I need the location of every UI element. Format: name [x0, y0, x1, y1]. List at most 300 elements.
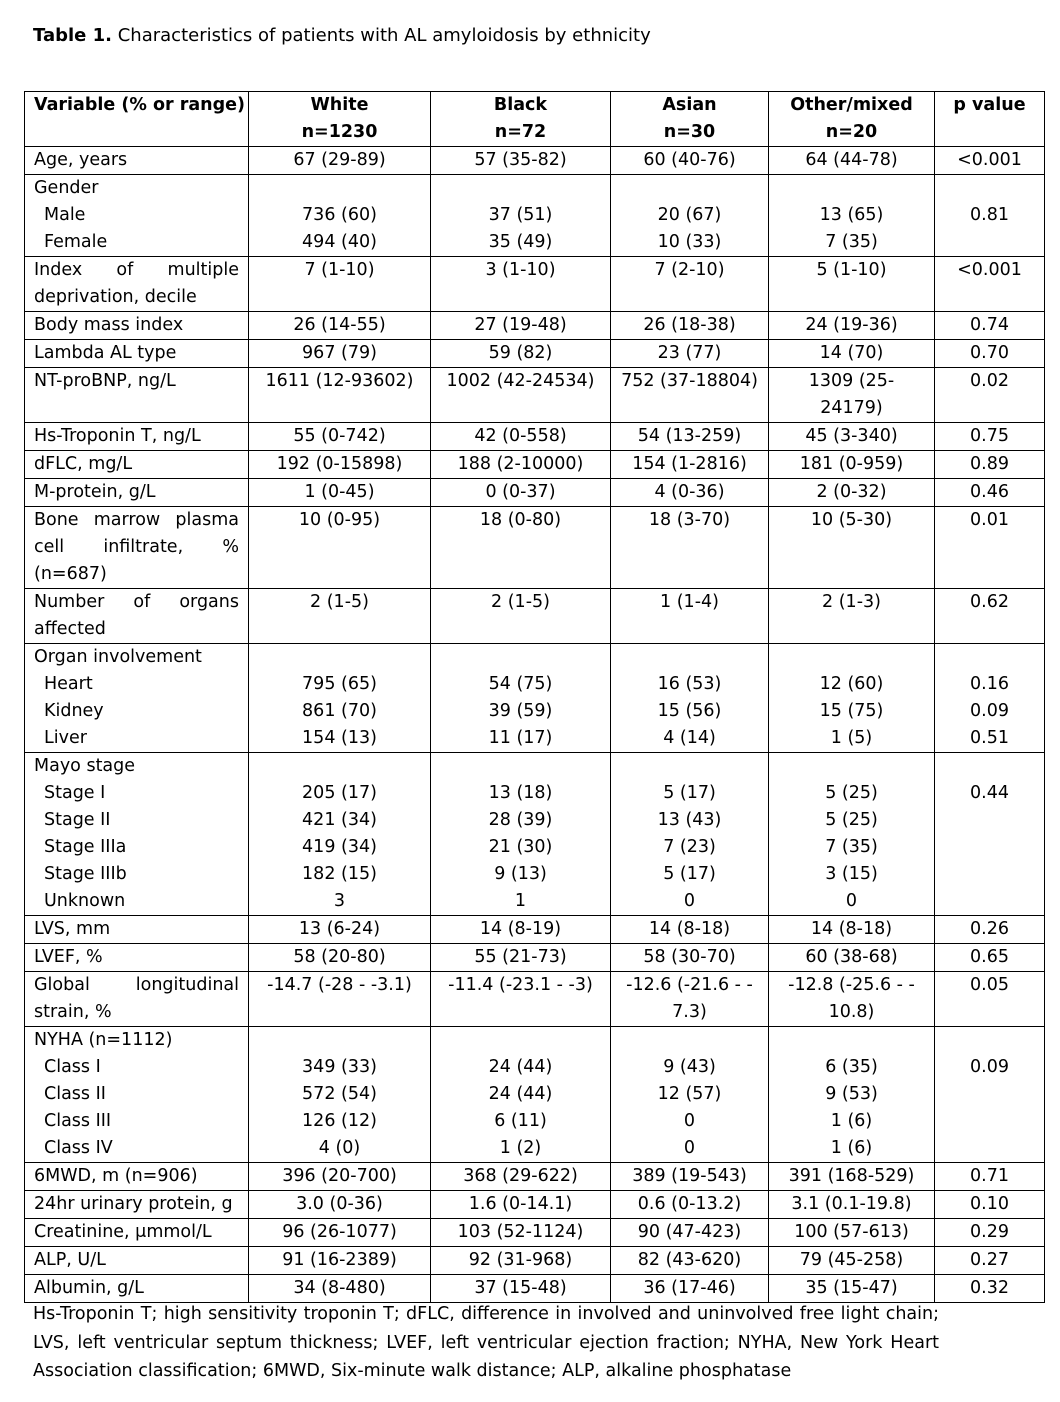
value-line: -12.6 (-21.6 - - — [626, 975, 753, 995]
value-line — [440, 175, 601, 202]
value-cell — [431, 589, 611, 644]
value-cell — [769, 368, 935, 423]
variable-cell — [25, 589, 249, 644]
variable-cell — [25, 1163, 249, 1191]
value-line: 58 (20-80) — [293, 947, 386, 967]
value-cell — [249, 147, 431, 175]
value-line: 91 (16-2389) — [282, 1250, 397, 1270]
variable-label: 24hr urinary protein, g — [34, 1194, 233, 1214]
value-line: 60 (38-68) — [805, 947, 898, 967]
value-line: 1 (2) — [499, 1138, 542, 1158]
value-cell — [935, 340, 1045, 368]
sub-variable-label: Kidney — [44, 701, 104, 721]
value-line: 0.16 — [970, 674, 1009, 694]
value-line — [440, 1027, 601, 1054]
value-cell — [431, 972, 611, 1027]
variable-label: Lambda AL type — [34, 343, 177, 363]
value-cell — [249, 451, 431, 479]
value-cell — [611, 1027, 769, 1163]
value-line: 0 — [845, 891, 858, 911]
value-line — [620, 644, 759, 671]
value-cell — [249, 589, 431, 644]
value-cell — [935, 368, 1045, 423]
value-cell — [935, 507, 1045, 589]
value-cell — [935, 312, 1045, 340]
value-line: 37 (15-48) — [474, 1278, 567, 1298]
variable-cell — [25, 423, 249, 451]
variable-cell — [25, 479, 249, 507]
value-line: 13 (43) — [657, 810, 722, 830]
value-cell — [249, 916, 431, 944]
column-header-line: n=20 — [825, 122, 878, 142]
variable-cell — [25, 1027, 249, 1163]
table-caption-text: Characteristics of patients with AL amyloidosis by ethnicity — [117, 25, 651, 46]
value-line: 39 (59) — [488, 701, 553, 721]
value-cell — [431, 451, 611, 479]
value-line: 12 (60) — [819, 674, 884, 694]
value-cell — [431, 944, 611, 972]
value-cell — [935, 944, 1045, 972]
value-line: 154 (1-2816) — [632, 454, 747, 474]
value-cell — [769, 753, 935, 916]
value-cell — [431, 1191, 611, 1219]
variable-cell — [25, 340, 249, 368]
value-line: -11.4 (-23.1 - -3) — [448, 975, 593, 995]
variable-cell — [25, 147, 249, 175]
value-line: 7 (2-10) — [654, 260, 725, 280]
value-cell — [611, 147, 769, 175]
value-line: 1 (0-45) — [304, 482, 375, 502]
value-line: 389 (19-543) — [632, 1166, 747, 1186]
value-line: 2 (1-5) — [491, 592, 550, 612]
value-line: 0.05 — [970, 975, 1009, 995]
value-line: 154 (13) — [302, 728, 377, 748]
table-row — [25, 340, 1045, 368]
value-line: 0.09 — [970, 1057, 1009, 1077]
value-cell — [249, 257, 431, 312]
table-row — [25, 312, 1045, 340]
value-line: 752 (37-18804) — [621, 371, 758, 391]
value-line: 7 (35) — [825, 232, 878, 252]
value-line — [620, 1027, 759, 1054]
value-cell — [769, 312, 935, 340]
value-cell — [769, 944, 935, 972]
value-line: 3.0 (0-36) — [296, 1194, 383, 1214]
sub-variable-label: Class II — [44, 1084, 106, 1104]
variable-label: M-protein, g/L — [34, 482, 156, 502]
value-cell — [249, 1275, 431, 1303]
value-line: 1611 (12-93602) — [265, 371, 414, 391]
value-cell — [249, 1191, 431, 1219]
value-cell — [249, 368, 431, 423]
value-cell — [249, 507, 431, 589]
value-cell — [935, 1247, 1045, 1275]
value-line: 0.70 — [970, 343, 1009, 363]
value-cell — [611, 175, 769, 257]
value-line: 103 (52-1124) — [457, 1222, 584, 1242]
value-line: 0 (0-37) — [485, 482, 556, 502]
value-line: <0.001 — [957, 150, 1022, 170]
column-header-line: p value — [953, 95, 1026, 115]
value-line: 396 (20-700) — [282, 1166, 397, 1186]
value-line — [258, 753, 421, 780]
value-line — [778, 1027, 925, 1054]
variable-label: Mayo stage — [34, 756, 136, 776]
value-line: 6 (11) — [494, 1111, 547, 1131]
value-cell — [611, 644, 769, 753]
value-cell — [611, 916, 769, 944]
sub-variable-label: Stage IIIb — [44, 864, 127, 884]
value-cell — [611, 257, 769, 312]
variable-label: LVS, mm — [34, 919, 111, 939]
sub-variable-label: Class III — [44, 1111, 112, 1131]
value-line: 736 (60) — [302, 205, 377, 225]
value-line: 1 (6) — [830, 1138, 873, 1158]
value-line: 5 (25) — [825, 783, 878, 803]
value-line: 100 (57-613) — [794, 1222, 909, 1242]
value-line: 0 — [683, 1111, 696, 1131]
value-line: 20 (67) — [657, 205, 722, 225]
value-cell — [769, 175, 935, 257]
value-line: 26 (18-38) — [643, 315, 736, 335]
value-line: 26 (14-55) — [293, 315, 386, 335]
value-line: 42 (0-558) — [474, 426, 567, 446]
value-cell — [611, 479, 769, 507]
table-row — [25, 916, 1045, 944]
value-cell — [611, 451, 769, 479]
table-caption — [33, 22, 651, 49]
variable-label: NT-proBNP, ng/L — [34, 371, 176, 391]
variable-cell — [25, 507, 249, 589]
table-row — [25, 972, 1045, 1027]
value-cell — [769, 257, 935, 312]
value-line: 0.02 — [970, 371, 1009, 391]
value-cell — [249, 1027, 431, 1163]
value-line: 0.44 — [970, 783, 1009, 803]
value-cell — [611, 1275, 769, 1303]
value-line: 182 (15) — [302, 864, 377, 884]
value-line: 10 (5-30) — [810, 510, 893, 530]
table-row — [25, 1191, 1045, 1219]
value-line: 92 (31-968) — [468, 1250, 573, 1270]
value-line: 126 (12) — [302, 1111, 377, 1131]
value-line: 3 — [333, 891, 346, 911]
value-cell — [935, 423, 1045, 451]
value-line: 64 (44-78) — [805, 150, 898, 170]
value-cell — [431, 753, 611, 916]
value-line: 23 (77) — [657, 343, 722, 363]
value-cell — [611, 340, 769, 368]
variable-label: Bone marrow plasma cell infiltrate, % (n=687) — [34, 510, 239, 584]
value-cell — [935, 1219, 1045, 1247]
value-line: 7.3) — [672, 1002, 707, 1022]
table-row — [25, 1027, 1045, 1163]
value-cell — [431, 340, 611, 368]
value-line: 11 (17) — [488, 728, 553, 748]
value-line: 0.6 (0-13.2) — [637, 1194, 742, 1214]
value-line: 0.27 — [970, 1250, 1009, 1270]
value-line — [620, 753, 759, 780]
sub-variable-label: Female — [44, 232, 108, 252]
value-line: 391 (168-529) — [788, 1166, 915, 1186]
value-line: 5 (25) — [825, 810, 878, 830]
value-line: 18 (3-70) — [648, 510, 731, 530]
value-line: 0.89 — [970, 454, 1009, 474]
value-line: 27 (19-48) — [474, 315, 567, 335]
sub-variable-label: Stage IIIa — [44, 837, 127, 857]
table-row — [25, 423, 1045, 451]
value-line: 572 (54) — [302, 1084, 377, 1104]
value-line — [944, 1027, 1035, 1054]
column-header-line: Black — [493, 95, 548, 115]
value-line: 2 (1-5) — [310, 592, 369, 612]
value-line — [620, 175, 759, 202]
sub-variable-label: Stage I — [44, 783, 106, 803]
value-cell — [935, 916, 1045, 944]
value-cell — [431, 368, 611, 423]
value-line: 21 (30) — [488, 837, 553, 857]
value-line: 4 (0-36) — [654, 482, 725, 502]
value-cell — [611, 1163, 769, 1191]
value-line: 10 (0-95) — [298, 510, 381, 530]
value-line: 205 (17) — [302, 783, 377, 803]
sub-variable-label: Liver — [44, 728, 87, 748]
table-row — [25, 589, 1045, 644]
value-cell — [431, 644, 611, 753]
value-line: 5 (17) — [663, 783, 716, 803]
value-line: 60 (40-76) — [643, 150, 736, 170]
value-cell — [769, 147, 935, 175]
value-line: 37 (51) — [488, 205, 553, 225]
column-header-line: n=72 — [494, 122, 547, 142]
value-line: 861 (70) — [302, 701, 377, 721]
characteristics-table — [24, 91, 1045, 1303]
value-line: 15 (75) — [819, 701, 884, 721]
value-line: 7 (35) — [825, 837, 878, 857]
value-cell — [431, 1163, 611, 1191]
value-line: 16 (53) — [657, 674, 722, 694]
value-cell — [611, 423, 769, 451]
value-line: 54 (13-259) — [637, 426, 742, 446]
value-line: 0.01 — [970, 510, 1009, 530]
value-cell — [249, 644, 431, 753]
variable-label: Global longitudinal strain, % — [34, 975, 239, 1022]
value-cell — [249, 340, 431, 368]
value-line: 0 — [683, 1138, 696, 1158]
variable-label: Albumin, g/L — [34, 1278, 144, 1298]
value-cell — [611, 312, 769, 340]
value-line: 14 (8-18) — [648, 919, 731, 939]
value-line: 45 (3-340) — [805, 426, 898, 446]
value-cell — [935, 451, 1045, 479]
value-line: 67 (29-89) — [293, 150, 386, 170]
value-cell — [431, 507, 611, 589]
value-line: 18 (0-80) — [479, 510, 562, 530]
table-row — [25, 147, 1045, 175]
value-cell — [769, 479, 935, 507]
value-line — [944, 644, 1035, 671]
value-line: 55 (21-73) — [474, 947, 567, 967]
value-cell — [431, 1275, 611, 1303]
value-line: 24 (44) — [488, 1057, 553, 1077]
value-cell — [769, 1275, 935, 1303]
value-cell — [611, 944, 769, 972]
value-cell — [935, 479, 1045, 507]
value-cell — [431, 1027, 611, 1163]
table-row — [25, 753, 1045, 916]
value-line: 14 (8-18) — [810, 919, 893, 939]
table-footnote: Hs-Troponin T; high sensitivity troponin T; dFLC, difference in involved and uninvolved free light chain; LVS, left ventricular septum thickness; LVEF, left ventricular ejection fraction; NYHA, New York Heart Association classification; 6MWD, Six-minute walk distance; ALP, alkaline phosphatase — [33, 1304, 939, 1381]
variable-label: Number of organs affected — [34, 592, 239, 639]
value-line: 0.62 — [970, 592, 1009, 612]
value-cell — [769, 423, 935, 451]
value-line: 12 (57) — [657, 1084, 722, 1104]
column-header — [935, 92, 1045, 147]
variable-label: LVEF, % — [34, 947, 103, 967]
value-line: 7 (23) — [663, 837, 716, 857]
variable-cell — [25, 644, 249, 753]
value-cell — [769, 1163, 935, 1191]
value-cell — [611, 972, 769, 1027]
variable-label: Gender — [34, 178, 99, 198]
value-cell — [249, 972, 431, 1027]
value-line: 54 (75) — [488, 674, 553, 694]
value-line: 795 (65) — [302, 674, 377, 694]
table-row — [25, 451, 1045, 479]
table-row — [25, 1247, 1045, 1275]
value-cell — [769, 916, 935, 944]
value-line: 82 (43-620) — [637, 1250, 742, 1270]
value-cell — [431, 916, 611, 944]
value-line: 0.81 — [970, 205, 1009, 225]
value-line: 0.32 — [970, 1278, 1009, 1298]
value-cell — [769, 1219, 935, 1247]
value-line: 14 (70) — [819, 343, 884, 363]
value-line: 0.29 — [970, 1222, 1009, 1242]
value-line: 36 (17-46) — [643, 1278, 736, 1298]
value-line: 0.74 — [970, 315, 1009, 335]
value-cell — [935, 1191, 1045, 1219]
table-row — [25, 507, 1045, 589]
value-cell — [935, 972, 1045, 1027]
value-line: 2 (0-32) — [816, 482, 887, 502]
value-line — [258, 644, 421, 671]
value-line: 419 (34) — [302, 837, 377, 857]
value-cell — [611, 507, 769, 589]
value-cell — [431, 312, 611, 340]
variable-label: Age, years — [34, 150, 128, 170]
value-cell — [249, 312, 431, 340]
value-cell — [249, 479, 431, 507]
value-line: 349 (33) — [302, 1057, 377, 1077]
sub-variable-label: Heart — [44, 674, 93, 694]
value-line — [778, 753, 925, 780]
value-line: 3 (15) — [825, 864, 878, 884]
value-line: 24 (44) — [488, 1084, 553, 1104]
value-cell — [611, 1247, 769, 1275]
variable-cell — [25, 175, 249, 257]
value-line: 494 (40) — [302, 232, 377, 252]
value-line: 14 (8-19) — [479, 919, 562, 939]
value-line: 3 (1-10) — [485, 260, 556, 280]
value-cell — [935, 1275, 1045, 1303]
value-cell — [431, 423, 611, 451]
value-line: 13 (65) — [819, 205, 884, 225]
table-row — [25, 944, 1045, 972]
value-line: 96 (26-1077) — [282, 1222, 397, 1242]
value-line: 1.6 (0-14.1) — [468, 1194, 573, 1214]
value-line: 0.71 — [970, 1166, 1009, 1186]
table-row — [25, 257, 1045, 312]
value-line: -14.7 (-28 - -3.1) — [267, 975, 412, 995]
value-line: 192 (0-15898) — [276, 454, 403, 474]
value-line: 0.10 — [970, 1194, 1009, 1214]
value-line — [258, 175, 421, 202]
value-line: 1 (5) — [830, 728, 873, 748]
value-cell — [935, 1027, 1045, 1163]
table-row — [25, 175, 1045, 257]
value-cell — [769, 340, 935, 368]
value-line — [778, 644, 925, 671]
value-cell — [611, 1219, 769, 1247]
value-line: 0.26 — [970, 919, 1009, 939]
value-cell — [431, 479, 611, 507]
variable-label: Index of multiple deprivation, decile — [34, 260, 239, 307]
table-row — [25, 1275, 1045, 1303]
value-line: 58 (30-70) — [643, 947, 736, 967]
value-line: 35 (49) — [488, 232, 553, 252]
value-cell — [935, 175, 1045, 257]
column-header-line: Variable (% or range) — [34, 95, 245, 115]
variable-cell — [25, 944, 249, 972]
table-row — [25, 479, 1045, 507]
column-header — [249, 92, 431, 147]
column-header-line: White — [310, 95, 369, 115]
value-line: 188 (2-10000) — [457, 454, 584, 474]
value-line: 9 (43) — [663, 1057, 716, 1077]
value-cell — [769, 1247, 935, 1275]
variable-cell — [25, 1191, 249, 1219]
variable-cell — [25, 1219, 249, 1247]
value-line: 10 (33) — [657, 232, 722, 252]
variable-label: dFLC, mg/L — [34, 454, 133, 474]
value-line: 34 (8-480) — [293, 1278, 386, 1298]
table-row — [25, 1219, 1045, 1247]
value-cell — [249, 753, 431, 916]
value-line: 4 (0) — [318, 1138, 361, 1158]
value-line: 5 (17) — [663, 864, 716, 884]
value-line — [944, 175, 1035, 202]
value-line: 5 (1-10) — [816, 260, 887, 280]
sub-variable-label: Class IV — [44, 1138, 113, 1158]
value-cell — [935, 1163, 1045, 1191]
table-row — [25, 1163, 1045, 1191]
variable-cell — [25, 753, 249, 916]
value-line: 0.65 — [970, 947, 1009, 967]
value-cell — [431, 257, 611, 312]
value-line: 1 (1-4) — [660, 592, 719, 612]
value-cell — [611, 368, 769, 423]
sub-variable-label: Male — [44, 205, 86, 225]
sub-variable-label: Stage II — [44, 810, 111, 830]
value-line — [440, 753, 601, 780]
variable-cell — [25, 972, 249, 1027]
value-cell — [769, 972, 935, 1027]
value-cell — [249, 944, 431, 972]
value-cell — [935, 753, 1045, 916]
header-row — [25, 92, 1045, 147]
value-line: 3.1 (0.1-19.8) — [791, 1194, 912, 1214]
